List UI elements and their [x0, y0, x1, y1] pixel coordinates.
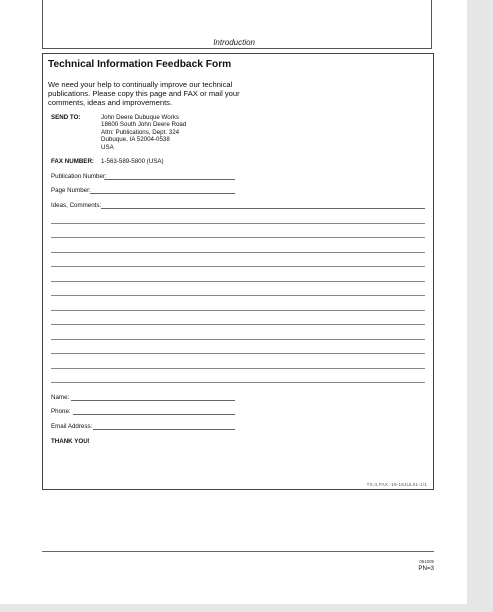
intro-line: We need your help to continually improve our technical [48, 80, 233, 89]
comment-line[interactable] [51, 237, 425, 238]
comment-line[interactable] [51, 266, 425, 267]
footer-date: 061009 [419, 559, 434, 564]
form-title: Technical Information Feedback Form [48, 59, 232, 70]
form-code: TX,II,FAX -19-15JUL01-1/1 [366, 482, 427, 487]
phone-label: Phone: [51, 408, 71, 415]
intro-line: publications. Please copy this page and FAX or mail your [48, 89, 240, 99]
fax-number-value: 1-563-589-5800 (USA) [101, 158, 164, 165]
address-line: 18600 South John Deere Road [101, 121, 187, 129]
publication-number-label: Publication Number: [51, 173, 107, 180]
comments-label: Ideas, Comments: [51, 202, 102, 209]
address-line: John Deere Dubuque Works [101, 114, 179, 121]
feedback-form [42, 53, 434, 490]
comment-line[interactable] [51, 252, 425, 253]
footer-rule [42, 551, 434, 552]
publication-number-field[interactable] [104, 179, 235, 180]
send-to-label: SEND TO: [51, 114, 81, 121]
page-number-label: Page Number: [51, 187, 91, 194]
name-field[interactable] [71, 400, 235, 401]
email-label: Email Address: [51, 423, 93, 430]
comment-line[interactable] [51, 281, 425, 282]
comments-field[interactable] [101, 208, 425, 209]
intro-line: comments, ideas and improvements. [48, 98, 173, 108]
section-title: Introduction [213, 38, 255, 47]
comment-line[interactable] [51, 295, 425, 296]
page-number-field[interactable] [90, 193, 235, 194]
email-field[interactable] [93, 429, 235, 430]
comment-line[interactable] [51, 310, 425, 311]
fax-number-label: FAX NUMBER: [51, 158, 94, 165]
comment-line[interactable] [51, 382, 425, 383]
address-line: USA [101, 143, 114, 151]
mailing-address [101, 114, 186, 151]
address-line: Dubuque, IA 52004-0538 [101, 136, 170, 144]
intro-paragraph [48, 80, 263, 108]
comment-line[interactable] [51, 223, 425, 224]
comment-line[interactable] [51, 353, 425, 354]
comment-line[interactable] [51, 339, 425, 340]
header-frame [42, 0, 432, 49]
address-line: Attn: Publications, Dept. 324 [101, 128, 180, 136]
page-number: PN=3 [418, 565, 434, 572]
name-label: Name: [51, 394, 70, 401]
thank-you-text: THANK YOU! [51, 438, 90, 445]
phone-field[interactable] [73, 414, 235, 415]
comment-line[interactable] [51, 368, 425, 369]
comment-line[interactable] [51, 324, 425, 325]
